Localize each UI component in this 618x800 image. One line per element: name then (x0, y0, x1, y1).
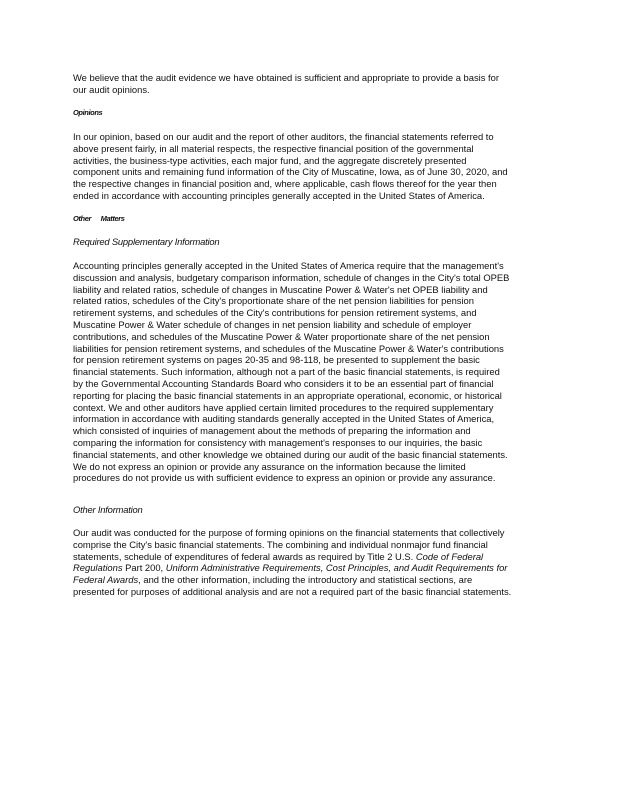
subheading-other-information: Other Information (73, 504, 143, 515)
paragraph-other-information (73, 527, 511, 598)
text-line: above present fairly, in all material respects, the respective financial position of the governmental (73, 142, 474, 154)
text-line: ended in accordance with accounting principles generally accepted in the United States of America. (73, 189, 485, 201)
text-line: information in accordance with auditing standards generally accepted in the United States of America, (73, 413, 495, 425)
paragraph-audit-evidence (73, 72, 499, 96)
text-line: discussion and analysis, budgetary comparison information, schedule of changes in the City's total OPEB (73, 271, 510, 283)
text-line: retirement systems, and schedules of the City's contributions for pension retirement systems, and (73, 307, 477, 319)
text-line (73, 574, 511, 586)
paragraph-opinions (73, 131, 508, 202)
text-line: liability and related ratios, schedule of changes in Muscatine Power & Water's net OPEB liability and (73, 283, 488, 295)
text-line: liabilities for pension retirement systems, and schedules of the Muscatine Power & Water's contributions (73, 342, 504, 354)
italic-citation: Federal Awards (73, 574, 139, 586)
text-line: Accounting principles generally accepted in the United States of America require that the management's (73, 260, 504, 271)
text-line: presented for purposes of additional analysis and are not a required part of the basic financial statements. (73, 585, 512, 597)
text-line: We do not express an opinion or provide any assurance on the information because the limited (73, 460, 466, 472)
text-line: procedures do not provide us with sufficient evidence to express an opinion or provide any assurance. (73, 472, 496, 484)
text-line: for pension retirement systems on pages 20-35 and 98-118, be presented to supplement the basic (73, 354, 480, 366)
text-line (73, 551, 511, 563)
text-line: which consisted of inquiries of management about the methods of preparing the information and (73, 425, 471, 437)
text-line: context. We and other auditors have applied certain limited procedures to the required supplementary (73, 401, 494, 413)
text-line: comparing the information for consistency with management's responses to our inquiries, the basic (73, 436, 483, 448)
text-line: We believe that the audit evidence we have obtained is sufficient and appropriate to provide a basis for (73, 72, 499, 83)
heading-opinions: Opinions (73, 108, 103, 117)
text-line: Our audit was conducted for the purpose of forming opinions on the financial statements that collectively (73, 527, 505, 538)
italic-citation: Regulations (73, 562, 123, 574)
text-line: activities, the business-type activities, each major fund, and the aggregate discretely presented (73, 154, 467, 166)
text-line: by the Governmental Accounting Standards Board who considers it to be an essential part of financial (73, 377, 494, 389)
subheading-required-supplementary-information: Required Supplementary Information (73, 236, 220, 247)
text-line: comprise the City's basic financial statements. The combining and individual nonmajor fund financial (73, 538, 488, 550)
text-line: related ratios, schedules of the City's proportionate share of the net pension liabilities for pension (73, 295, 474, 307)
text-segment: statements, schedule of expenditures of federal awards as required by Title 2 U.S. (73, 550, 416, 562)
text-line: Muscatine Power & Water schedule of changes in net pension liability and schedule of employer (73, 318, 472, 330)
text-line: contributions, and schedules of the Muscatine Power & Water proportionate share of the net pension (73, 330, 490, 342)
text-line: financial statements, and other knowledge we obtained during our audit of the basic financial statements. (73, 448, 508, 460)
paragraph-required-supplementary-information (73, 260, 509, 484)
italic-citation: Code of Federal (415, 550, 484, 562)
text-segment: Part 200, (122, 562, 166, 574)
text-line: our audit opinions. (73, 83, 150, 95)
text-line: the respective changes in financial position and, where applicable, cash flows thereof for the year then (73, 178, 497, 190)
text-line: component units and remaining fund information of the City of Muscatine, Iowa, as of June 30, 2020, and (73, 166, 508, 178)
text-line: reporting for placing the basic financial statements in an appropriate operational, economic, or historical (73, 389, 502, 401)
italic-citation: Uniform Administrative Requirements, Cost Principles, and Audit Requirements for (165, 562, 508, 574)
heading-other-matters: Other Matters (73, 214, 125, 223)
text-segment: , and the other information, including the introductory and statistical sections, are (138, 574, 473, 586)
text-line: In our opinion, based on our audit and the report of other auditors, the financial statements referred to (73, 131, 494, 142)
text-line (73, 562, 511, 574)
text-line: financial statements. Such information, although not a part of the basic financial statements, is required (73, 366, 500, 378)
